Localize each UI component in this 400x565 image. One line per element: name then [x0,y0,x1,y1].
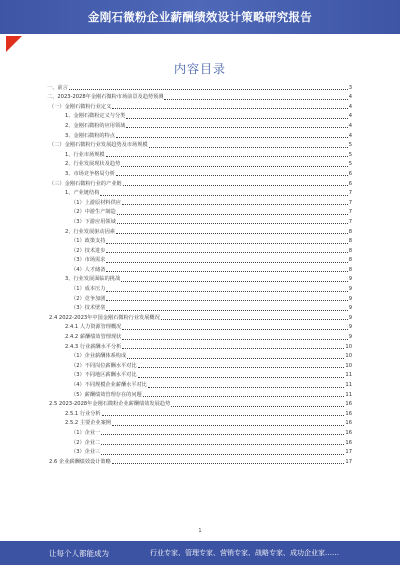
toc-dot-leader [138,367,345,368]
toc-entry-page: 5 [348,161,352,168]
toc-entry-page: 10 [345,343,352,350]
toc-entry[interactable] [47,168,352,178]
toc-entry-page: 9 [348,286,352,293]
toc-entry-page: 17 [345,449,352,456]
toc-entry-title: 二、2023-2028年金刚石微粉市场前景及趋势预测 [47,94,164,101]
toc-entry[interactable] [47,293,352,303]
toc-entry-title: （1）政策支持 [71,238,106,245]
toc-entry-title: （2）竞争加剧 [71,295,106,302]
toc-entry-title: （三）金刚石微粉行业的产业链 [49,180,122,187]
toc-dot-leader [123,185,348,186]
toc-dot-leader [171,406,344,407]
toc-entry[interactable] [47,92,352,102]
toc-entry[interactable] [47,283,352,293]
toc-entry-title: （3）企业三 [71,449,101,456]
toc-entry-page: 11 [345,391,352,398]
toc-dot-leader [121,281,348,282]
toc-entry[interactable] [47,178,352,188]
toc-entry-title: （3）市场需求 [71,257,106,264]
toc-entry[interactable] [47,379,352,389]
toc-entry-page: 4 [348,94,352,101]
toc-dot-leader [102,415,345,416]
toc-entry[interactable] [47,303,352,313]
toc-entry-page: 8 [348,238,352,245]
toc-entry-page: 16 [345,401,352,408]
toc-entry-title: （5）薪酬绩效管理存在的问题 [71,391,142,398]
toc-entry-title: 2.4.2 薪酬绩效管理现状 [65,334,122,341]
toc-dot-leader [161,319,348,320]
toc-dot-leader [149,147,348,148]
toc-entry-title: （二）金刚石微粉行业发展趋势及市场规模 [49,142,148,149]
toc-dot-leader [122,339,347,340]
toc-entry-title: （4）不同规模企业薪酬水平对比 [71,382,147,388]
toc-entry-title: （一）金刚石微粉行业定义 [49,103,112,110]
toc-entry[interactable] [47,322,352,332]
footer-slogan-right: 行业专家、管理专家、营销专家、战略专家、成功企业家…… [150,549,339,557]
toc-entry-page: 11 [345,382,352,388]
toc-dot-leader [112,463,345,464]
toc-entry[interactable] [47,140,352,150]
toc-entry[interactable] [47,111,352,121]
toc-dot-leader [117,214,348,215]
toc-entry[interactable] [47,351,352,361]
toc-entry-title: （1）上游原材料供应 [71,199,121,206]
toc-dot-leader [106,252,347,253]
toc-entry[interactable] [47,456,352,466]
toc-entry-title: 3、行业发展面临的挑战 [65,276,121,283]
toc-entry-page: 6 [348,180,352,187]
toc-dot-leader [101,454,344,455]
toc-entry-title: （1）企业一 [71,429,101,436]
toc-entry[interactable] [47,188,352,198]
toc-entry-title: 1、金刚石微粉定义与分类 [65,113,126,120]
toc-dot-leader [116,175,348,176]
toc-entry-title: 2.4 2022-2023年中国金刚石微粉行业发展概况 [49,314,160,321]
toc-entry-title: （2）技术进步 [71,247,106,254]
toc-entry-page: 16 [345,420,352,427]
toc-entry[interactable] [47,101,352,111]
toc-dot-leader [126,127,347,128]
toc-entry-title: （1）企业薪酬体系构成 [71,353,127,360]
toc-dot-leader [106,300,347,301]
toc-dot-leader [126,118,347,119]
toc-dot-leader [127,358,344,359]
toc-entry[interactable] [47,255,352,265]
toc-dot-leader [101,444,344,445]
toc-entry-title: （1）成本压力 [71,286,106,293]
toc-dot-leader [112,108,347,109]
toc-dot-leader [164,99,347,100]
toc-entry[interactable] [47,120,352,130]
toc-entry-title: （4）人才储备 [71,266,106,273]
toc-entry-page: 16 [345,410,352,417]
toc-entry-page: 8 [348,266,352,273]
toc-entry-title: 1、产业链结构 [65,190,100,197]
toc-entry[interactable] [47,159,352,169]
toc-entry-page: 3 [348,84,352,91]
toc-entry[interactable] [47,360,352,370]
toc-dot-leader [106,310,347,311]
toc-entry[interactable] [47,389,352,399]
toc-entry[interactable] [47,245,352,255]
toc-entry-page: 6 [348,170,352,177]
toc-entry-page: 7 [348,199,352,206]
toc-dot-leader [121,166,348,167]
toc-entry-title: 2、金刚石微粉的应用领域 [65,122,126,129]
toc-entry[interactable] [47,447,352,457]
toc-dot-leader [69,89,348,90]
toc-entry-page: 8 [348,257,352,264]
toc-entry-page: 7 [348,190,352,197]
toc-entry-title: 2.5 2023-2028年金刚石微粉企业薪酬绩效发展趋势 [49,401,171,408]
toc-entry[interactable] [47,207,352,217]
toc-dot-leader [143,396,345,397]
toc-entry-title: 3、市场竞争格局分析 [65,170,115,177]
toc-entry-page: 16 [345,429,352,436]
toc-entry[interactable] [47,197,352,207]
toc-entry-page: 7 [348,218,352,225]
toc-entry-page: 8 [348,247,352,254]
toc-entry-title: （2）中游生产制造 [71,209,116,216]
toc-dot-leader [122,329,347,330]
toc-heading: 内容目录 [173,62,226,76]
toc-entry-page: 9 [348,305,352,312]
table-of-contents [47,82,352,466]
toc-entry-title: 3、金刚石微粉的特点 [65,132,115,139]
toc-entry[interactable] [47,264,352,274]
toc-entry-page: 4 [348,132,352,139]
toc-entry-page: 8 [348,228,352,235]
toc-entry-title: （3）技术壁垒 [71,305,106,312]
footer-bar [0,541,400,565]
toc-entry[interactable] [47,437,352,447]
toc-entry[interactable] [47,236,352,246]
toc-dot-leader [138,377,345,378]
toc-entry-page: 5 [348,151,352,158]
toc-entry-title: （2）不同岗位薪酬水平对比 [71,362,137,369]
page-number: 1 [198,528,202,534]
toc-entry-page: 17 [345,458,352,465]
toc-entry-page: 11 [345,372,352,379]
toc-dot-leader [116,233,348,234]
toc-entry-title: （3）下游应用领域 [71,218,116,225]
toc-entry-page: 16 [345,439,352,446]
toc-entry-page: 10 [345,353,352,360]
toc-entry-page: 9 [348,276,352,283]
toc-entry-title: 2.6 企业薪酬绩效设计策略 [49,458,111,465]
toc-entry[interactable] [47,418,352,428]
toc-entry[interactable] [47,130,352,140]
toc-entry-title: 2.4.3 行业薪酬水平分析 [65,343,122,350]
toc-dot-leader [106,291,347,292]
toc-entry[interactable] [47,312,352,322]
toc-entry[interactable] [47,82,352,92]
toc-entry-page: 9 [348,295,352,302]
header-bar [0,0,400,34]
toc-dot-leader [100,195,347,196]
toc-entry[interactable] [47,216,352,226]
toc-entry[interactable] [47,427,352,437]
toc-entry[interactable] [47,408,352,418]
toc-dot-leader [106,262,347,263]
toc-dot-leader [116,137,348,138]
toc-entry-title: 2、行业发展现状及趋势 [65,161,121,168]
toc-entry-page: 10 [345,362,352,369]
toc-dot-leader [106,271,347,272]
toc-entry-page: 9 [348,334,352,341]
toc-entry[interactable] [47,274,352,284]
toc-entry-title: （2）企业二 [71,439,101,446]
toc-entry-title: （3）不同地区薪酬水平对比 [71,372,137,379]
toc-entry-page: 4 [348,113,352,120]
corner-accent [6,36,22,52]
toc-dot-leader [106,243,347,244]
toc-dot-leader [112,425,344,426]
toc-entry[interactable] [47,331,352,341]
toc-entry-page: 9 [348,314,352,321]
toc-entry-title: 1、行业市场规模 [65,151,105,158]
toc-entry[interactable] [47,341,352,351]
toc-entry-page: 4 [348,122,352,129]
toc-dot-leader [106,156,348,157]
toc-entry-page: 9 [348,324,352,331]
toc-entry[interactable] [47,226,352,236]
toc-entry-title: 一、前言 [47,84,68,91]
toc-entry-page: 5 [348,142,352,149]
toc-entry-title: 2、行业发展驱动因素 [65,228,115,235]
toc-dot-leader [122,348,344,349]
toc-entry[interactable] [47,149,352,159]
toc-entry-title: 2.4.1 人力资源管理概况 [65,324,122,331]
toc-dot-leader [101,434,344,435]
toc-dot-leader [117,223,348,224]
footer-slogan-left: 让每个人都能成为 [49,549,109,558]
toc-dot-leader [122,204,348,205]
toc-entry-title: 2.5.1 行业分析 [65,410,101,417]
toc-entry-title: 2.5.2 主要企业案例 [65,420,111,427]
toc-entry-page: 7 [348,209,352,216]
toc-entry[interactable] [47,370,352,380]
toc-dot-leader [148,387,344,388]
document-title: 金刚石微粉企业薪酬绩效设计策略研究报告 [87,10,313,24]
toc-entry[interactable] [47,399,352,409]
toc-entry-page: 4 [348,103,352,110]
